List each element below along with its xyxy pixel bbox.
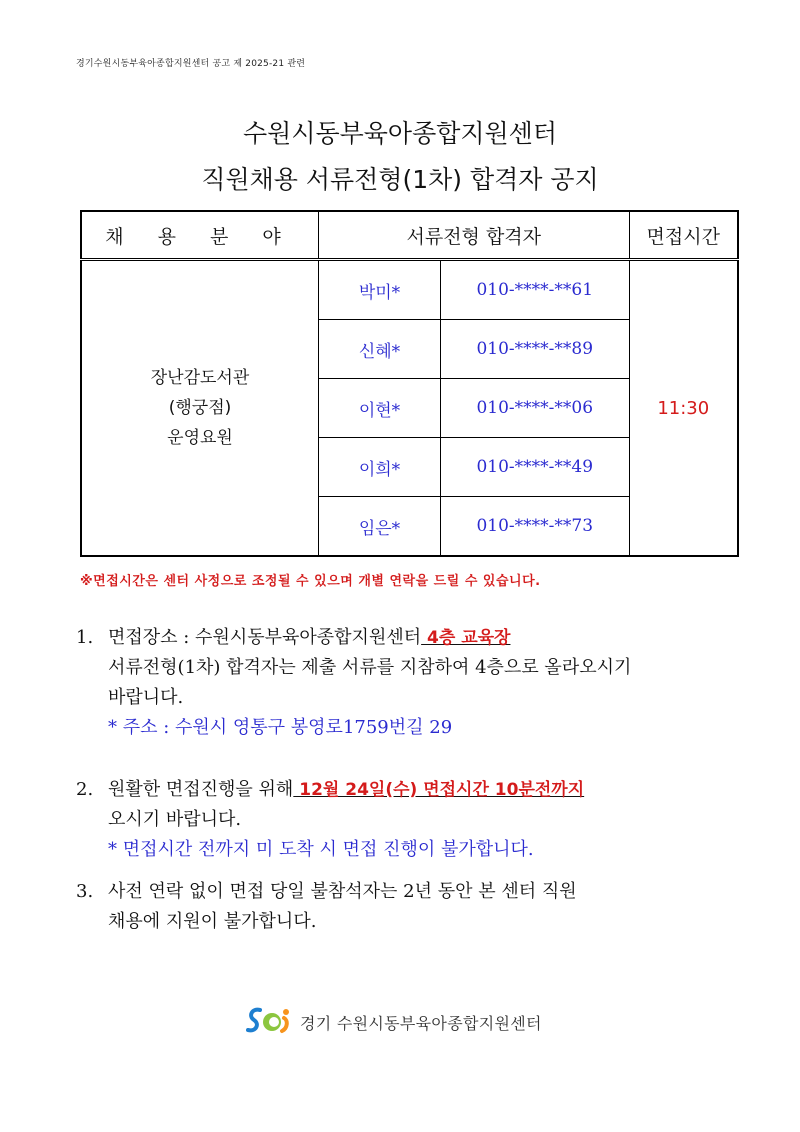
item-3-line1: 사전 연락 없이 면접 당일 불참석자는 2년 동안 본 센터 직원 [108, 881, 577, 902]
item-1-address-note: * 주소 : 수원시 영통구 봉영로1759번길 29 [108, 717, 453, 738]
notice-reference: 경기수원시동부육아종합지원센터 공고 제 2025-21 관련 [76, 59, 306, 69]
passer-phone: 010-****-**61 [440, 260, 629, 320]
item-number: 1. [76, 627, 94, 648]
header-passers: 서류전형 합격자 [319, 211, 630, 260]
header-field: 채 용 분 야 [81, 211, 319, 260]
passer-name: 이희* [319, 438, 441, 497]
passer-name: 이현* [319, 379, 441, 438]
item-1-line3: 바랍니다. [108, 687, 184, 708]
item-2-line2: 오시기 바랍니다. [108, 809, 242, 830]
interview-time-footnote: ※면접시간은 센터 사정으로 조정될 수 있으며 개별 연락을 드릴 수 있습니다. [80, 574, 541, 589]
field-line1: 장난감도서관 [150, 368, 250, 388]
field-cell [81, 260, 319, 557]
passer-phone: 010-****-**06 [440, 379, 629, 438]
field-line3: 운영요원 [167, 428, 233, 448]
passer-name: 신혜* [319, 320, 441, 379]
table-header-row [81, 211, 738, 260]
item-1-line1: 면접장소 : 수원시동부육아종합지원센터 [108, 627, 422, 648]
passer-phone: 010-****-**73 [440, 497, 629, 557]
results-table [80, 210, 739, 557]
item-1-highlight: 4층 교육장 [421, 628, 511, 648]
page-title-line1: 수원시동부육아종합지원센터 [243, 119, 557, 148]
item-number: 2. [76, 779, 94, 800]
item-3 [76, 877, 577, 937]
item-2-line1: 원활한 면접진행을 위해 [108, 779, 294, 800]
item-2 [76, 775, 584, 865]
footer-logo [246, 1004, 542, 1040]
page-title-line2: 직원채용 서류전형(1차) 합격자 공지 [201, 165, 599, 194]
passer-name: 박미* [319, 260, 441, 320]
item-number: 3. [76, 881, 94, 902]
item-2-note: * 면접시간 전까지 미 도착 시 면접 진행이 불가합니다. [108, 839, 534, 860]
passer-phone: 010-****-**49 [440, 438, 629, 497]
passer-name: 임은* [319, 497, 441, 557]
passer-phone: 010-****-**89 [440, 320, 629, 379]
item-3-line2: 채용에 지원이 불가합니다. [108, 911, 317, 932]
item-1 [76, 623, 631, 743]
table-row [81, 260, 738, 320]
field-line2: (행궁점) [168, 398, 232, 418]
sci-logo-icon [246, 1004, 294, 1040]
footer-org-name: 경기 수원시동부육아종합지원센터 [300, 1013, 542, 1033]
item-2-highlight: 12월 24일(수) 면접시간 10분전까지 [293, 780, 585, 800]
item-1-line2: 서류전형(1차) 합격자는 제출 서류를 지참하여 4층으로 올라오시기 [108, 657, 632, 678]
interview-time: 11:30 [629, 260, 738, 557]
header-interview-time: 면접시간 [629, 211, 738, 260]
